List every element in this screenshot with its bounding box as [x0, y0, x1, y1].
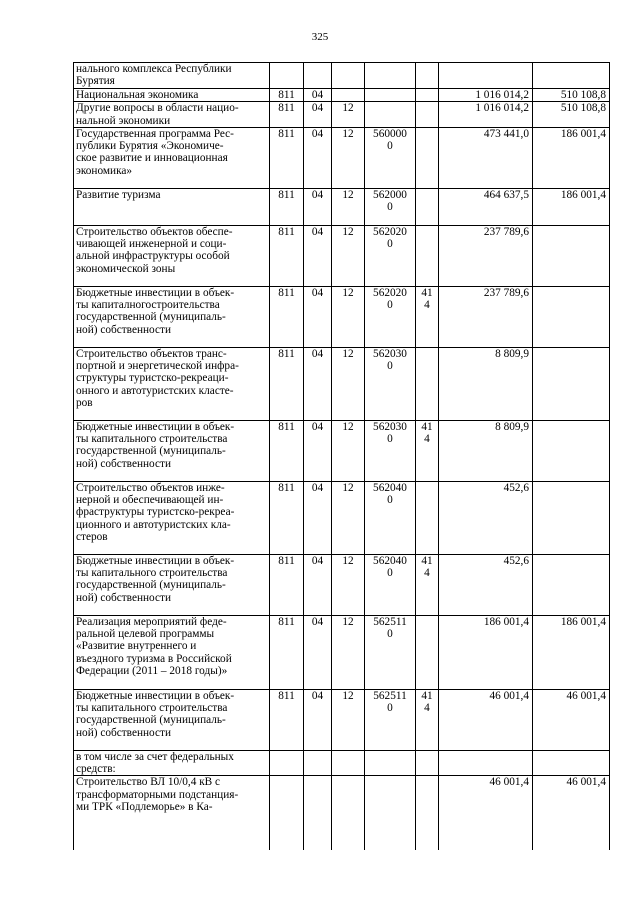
cell-ved [270, 776, 304, 850]
cell-ved: 811 [270, 615, 304, 689]
cell-pr: 12 [332, 689, 365, 750]
cell-vr [416, 750, 439, 776]
cell-sum-2 [533, 554, 610, 615]
cell-sum-1: 473 441,0 [439, 127, 533, 188]
cell-vr [416, 188, 439, 225]
cell-rz: 04 [304, 188, 332, 225]
cell-rz: 04 [304, 286, 332, 347]
cell-sum-2: 46 001,4 [533, 689, 610, 750]
table-row [74, 347, 610, 420]
cell-pr: 12 [332, 127, 365, 188]
cell-csr [365, 750, 416, 776]
cell-ved: 811 [270, 689, 304, 750]
budget-table [73, 62, 610, 850]
table-body [74, 63, 610, 850]
cell-sum-2: 186 001,4 [533, 188, 610, 225]
cell-sum-1: 8 809,9 [439, 347, 533, 420]
cell-name: Национальная экономика [74, 89, 270, 102]
cell-rz [304, 750, 332, 776]
cell-sum-1 [439, 750, 533, 776]
cell-rz: 04 [304, 554, 332, 615]
table-row [74, 127, 610, 188]
cell-vr: 41 4 [416, 420, 439, 481]
cell-name: Развитие туризма [74, 188, 270, 225]
cell-rz: 04 [304, 347, 332, 420]
cell-csr: 562030 0 [365, 347, 416, 420]
cell-rz: 04 [304, 102, 332, 128]
cell-vr [416, 127, 439, 188]
table-row [74, 750, 610, 776]
cell-csr: 562000 0 [365, 188, 416, 225]
cell-sum-2 [533, 481, 610, 554]
cell-vr [416, 225, 439, 286]
cell-csr: 562511 0 [365, 615, 416, 689]
cell-rz: 04 [304, 225, 332, 286]
cell-ved [270, 63, 304, 89]
cell-csr [365, 102, 416, 128]
cell-sum-1: 452,6 [439, 481, 533, 554]
cell-pr: 12 [332, 286, 365, 347]
cell-csr [365, 776, 416, 850]
cell-ved: 811 [270, 554, 304, 615]
cell-rz: 04 [304, 689, 332, 750]
cell-vr [416, 615, 439, 689]
cell-name: Строительство объектов обеспе- чивающей инженерной и соци- альной инфраструктуры особой экономической зоны [74, 225, 270, 286]
cell-csr: 560000 0 [365, 127, 416, 188]
cell-vr: 41 4 [416, 286, 439, 347]
cell-sum-1 [439, 63, 533, 89]
cell-rz: 04 [304, 420, 332, 481]
cell-name: Государственная программа Рес- публики Бурятия «Экономиче- ское развитие и инновационная экономика» [74, 127, 270, 188]
cell-sum-1: 464 637,5 [439, 188, 533, 225]
cell-pr: 12 [332, 225, 365, 286]
cell-pr [332, 750, 365, 776]
table-row [74, 420, 610, 481]
cell-sum-1: 8 809,9 [439, 420, 533, 481]
cell-sum-2 [533, 225, 610, 286]
cell-ved: 811 [270, 420, 304, 481]
cell-ved: 811 [270, 89, 304, 102]
cell-pr: 12 [332, 347, 365, 420]
table-row [74, 188, 610, 225]
cell-vr: 41 4 [416, 554, 439, 615]
cell-name: в том числе за счет федеральных средств: [74, 750, 270, 776]
cell-sum-2 [533, 286, 610, 347]
cell-vr [416, 347, 439, 420]
cell-rz: 04 [304, 127, 332, 188]
cell-name: Строительство объектов инже- нерной и обеспечивающей ин- фраструктуры туристско-рекреа- ционного и автотуристских кла- стеров [74, 481, 270, 554]
cell-name: Бюджетные инвестиции в объек- ты капитального строительства государственной (муниципаль- ной) собственности [74, 420, 270, 481]
cell-csr [365, 89, 416, 102]
cell-ved [270, 750, 304, 776]
cell-csr: 562511 0 [365, 689, 416, 750]
cell-pr: 12 [332, 102, 365, 128]
cell-sum-1: 1 016 014,2 [439, 102, 533, 128]
cell-pr: 12 [332, 420, 365, 481]
cell-vr: 41 4 [416, 689, 439, 750]
cell-rz [304, 63, 332, 89]
cell-name: Строительство объектов транс- портной и энергетической инфра- структуры туристско-рекреаци- онного и автотуристских класте- ров [74, 347, 270, 420]
cell-name: Бюджетные инвестиции в объек- ты капитального строительства государственной (муниципаль- ной) собственности [74, 689, 270, 750]
cell-pr: 12 [332, 554, 365, 615]
table-row [74, 615, 610, 689]
cell-pr [332, 89, 365, 102]
cell-pr: 12 [332, 188, 365, 225]
cell-rz: 04 [304, 89, 332, 102]
cell-name: Реализация мероприятий феде- ральной целевой программы «Развитие внутреннего и въездного туризма в Российской Федерации (2011 – 2018 годы)» [74, 615, 270, 689]
cell-rz [304, 776, 332, 850]
table-row [74, 286, 610, 347]
cell-sum-2: 46 001,4 [533, 776, 610, 850]
cell-csr: 562040 0 [365, 554, 416, 615]
cell-rz: 04 [304, 481, 332, 554]
table-row [74, 102, 610, 128]
cell-rz: 04 [304, 615, 332, 689]
page-number: 325 [311, 31, 329, 43]
cell-sum-1: 237 789,6 [439, 225, 533, 286]
cell-sum-1: 46 001,4 [439, 776, 533, 850]
table-row [74, 776, 610, 850]
cell-vr [416, 481, 439, 554]
table-row [74, 63, 610, 89]
cell-csr: 562040 0 [365, 481, 416, 554]
cell-pr [332, 776, 365, 850]
cell-csr: 562020 0 [365, 225, 416, 286]
cell-ved: 811 [270, 225, 304, 286]
cell-name: Другие вопросы в области нацио- нальной экономики [74, 102, 270, 128]
cell-name: Строительство ВЛ 10/0,4 кВ с трансформаторными подстанция- ми ТРК «Подлеморье» в Ка- [74, 776, 270, 850]
cell-sum-2: 186 001,4 [533, 127, 610, 188]
cell-ved: 811 [270, 481, 304, 554]
cell-sum-1: 237 789,6 [439, 286, 533, 347]
cell-pr: 12 [332, 481, 365, 554]
cell-ved: 811 [270, 102, 304, 128]
cell-sum-2: 510 108,8 [533, 102, 610, 128]
table-row [74, 225, 610, 286]
cell-csr: 562030 0 [365, 420, 416, 481]
cell-pr [332, 63, 365, 89]
cell-sum-1: 1 016 014,2 [439, 89, 533, 102]
table-row [74, 554, 610, 615]
cell-csr: 562020 0 [365, 286, 416, 347]
cell-ved: 811 [270, 127, 304, 188]
cell-ved: 811 [270, 347, 304, 420]
cell-ved: 811 [270, 188, 304, 225]
cell-pr: 12 [332, 615, 365, 689]
cell-name: Бюджетные инвестиции в объек- ты капиталногостроительства государственной (муниципаль- ной) собственности [74, 286, 270, 347]
cell-vr [416, 63, 439, 89]
cell-sum-2: 510 108,8 [533, 89, 610, 102]
cell-sum-2 [533, 750, 610, 776]
cell-vr [416, 776, 439, 850]
cell-sum-2 [533, 347, 610, 420]
table-row [74, 481, 610, 554]
cell-name: нального комплекса Республики Бурятия [74, 63, 270, 89]
cell-ved: 811 [270, 286, 304, 347]
cell-sum-1: 186 001,4 [439, 615, 533, 689]
cell-sum-2 [533, 420, 610, 481]
table-row [74, 89, 610, 102]
cell-csr [365, 63, 416, 89]
cell-sum-1: 46 001,4 [439, 689, 533, 750]
table-row [74, 689, 610, 750]
cell-name: Бюджетные инвестиции в объек- ты капитального строительства государственной (муниципаль- ной) собственности [74, 554, 270, 615]
cell-vr [416, 89, 439, 102]
cell-sum-2: 186 001,4 [533, 615, 610, 689]
cell-sum-2 [533, 63, 610, 89]
cell-vr [416, 102, 439, 128]
cell-sum-1: 452,6 [439, 554, 533, 615]
